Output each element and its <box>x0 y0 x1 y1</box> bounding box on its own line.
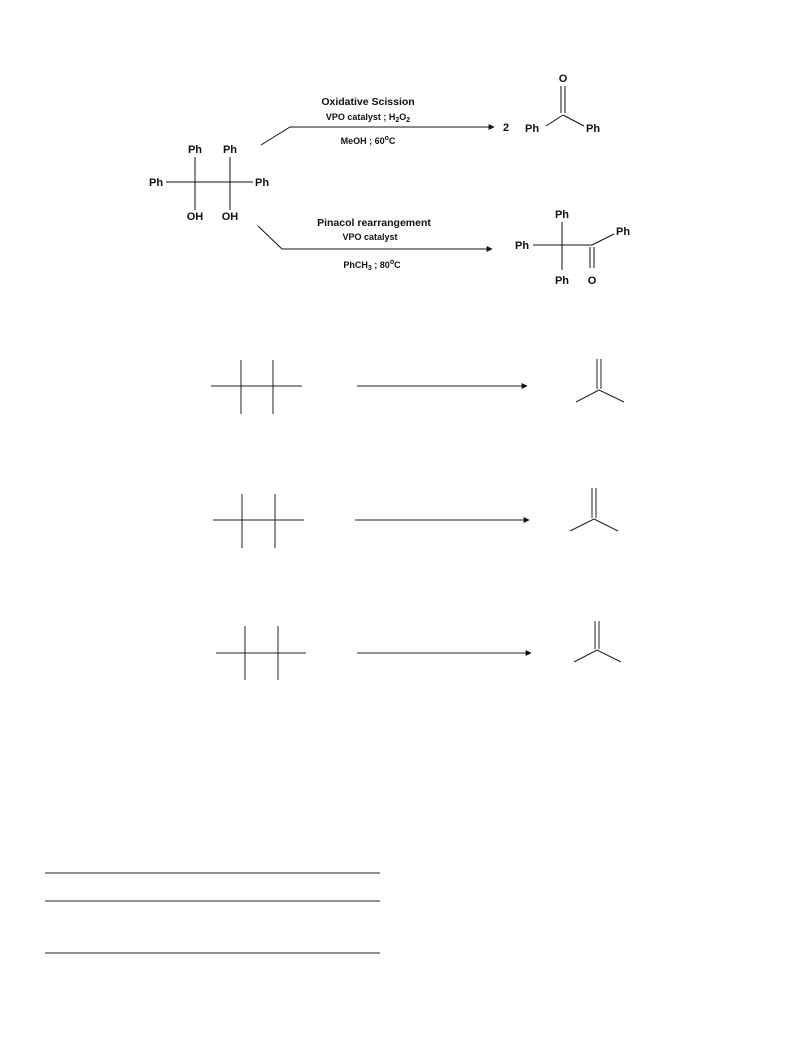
reactant-oh-right: OH <box>221 211 239 223</box>
skeletal-reaction-row-2 <box>213 488 618 548</box>
reactant-ph-left: Ph <box>149 177 164 189</box>
benzophenone-oxygen: O <box>558 73 568 85</box>
reactant-ph-right: Ph <box>255 177 270 189</box>
row3-product-left-bond <box>574 650 597 662</box>
skeletal-reaction-row-1 <box>211 359 624 414</box>
benzophenone-ph-left: Ph <box>525 123 540 135</box>
bottom-reaction-catalyst: VPO catalyst <box>342 232 398 242</box>
top-reaction-title: Oxidative Scission <box>321 96 415 108</box>
reactant-ph-top-right: Ph <box>222 144 238 156</box>
row2-product-right-bond <box>594 519 618 531</box>
benzophenone-left-bond <box>546 115 563 126</box>
row3-product-right-bond <box>597 650 621 662</box>
top-reaction <box>261 96 509 146</box>
benzopinacolone-phenyl-bond <box>592 234 614 245</box>
benzopinacolone-ph-bottom: Ph <box>554 275 570 287</box>
bottom-product-benzopinacolone <box>515 209 630 287</box>
benzophenone-ph-right: Ph <box>586 123 601 135</box>
row2-product-left-bond <box>570 519 594 531</box>
top-product-benzophenone <box>525 73 600 135</box>
benzopinacolone-ph-top: Ph <box>554 209 570 221</box>
benzophenone-right-bond <box>563 115 584 126</box>
reactant-ph-top-left: Ph <box>187 144 203 156</box>
row1-product-left-bond <box>576 390 599 402</box>
top-reaction-catalyst: VPO catalyst ; $H_2O_2$ <box>325 112 411 124</box>
reactant-oh-left: OH <box>186 211 204 223</box>
reactant-benzopinacol <box>149 144 269 223</box>
bottom-reaction-title: Pinacol rearrangement <box>317 217 431 229</box>
top-reaction-coefficient: 2 <box>503 122 510 134</box>
empty-table-rules <box>45 873 380 953</box>
benzopinacolone-ph-left: Ph <box>515 240 530 252</box>
bottom-reaction <box>258 217 492 272</box>
benzopinacolone-oxygen: O <box>587 275 597 287</box>
bottom-reaction-solvent: PhCH$_3$ ; 80$^o$C <box>343 259 401 272</box>
skeletal-reaction-row-3 <box>216 621 621 680</box>
row1-product-right-bond <box>599 390 624 402</box>
benzopinacolone-ph-right: Ph <box>616 226 631 238</box>
top-reaction-solvent: MeOH ; 60$^o$C <box>340 135 396 146</box>
